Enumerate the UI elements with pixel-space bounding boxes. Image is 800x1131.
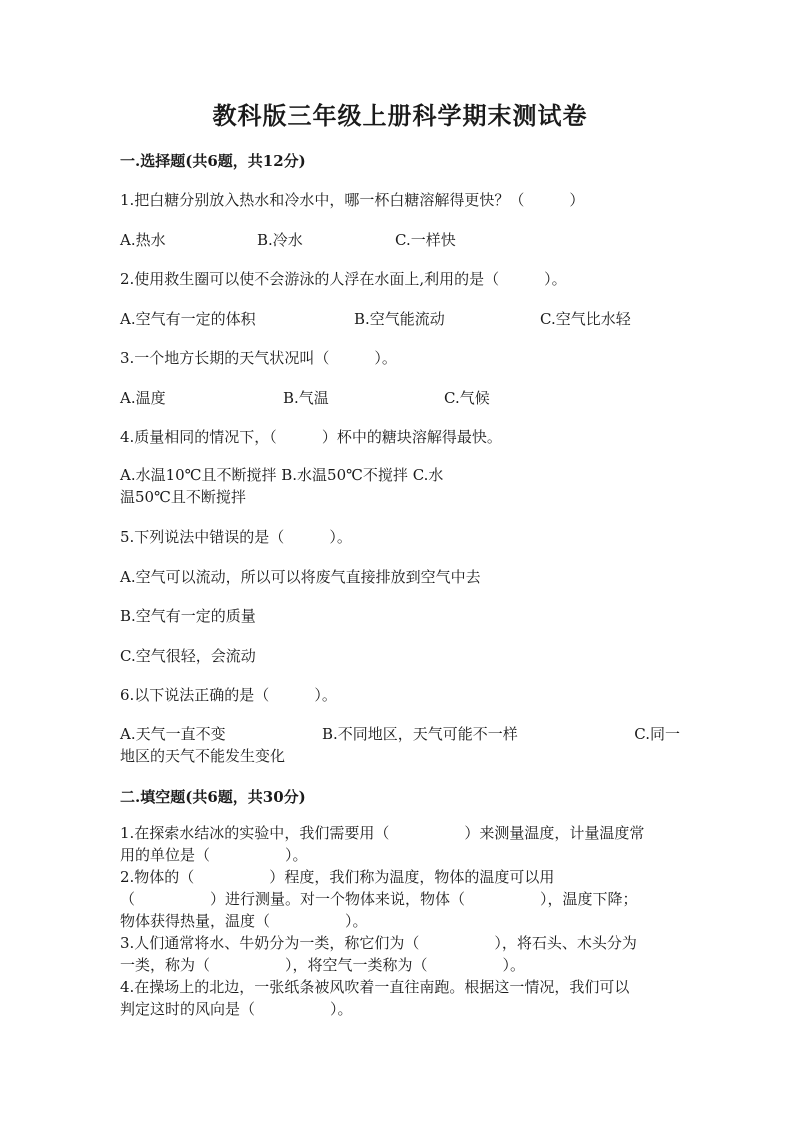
question-5-option-b: B.空气有一定的质量 bbox=[120, 607, 256, 625]
question-2-option-b: B.空气能流动 bbox=[354, 310, 445, 328]
fill-question-4 bbox=[120, 976, 680, 1020]
question-6-option-c: C.同一 bbox=[634, 725, 680, 743]
fill-question-3 bbox=[120, 932, 680, 976]
question-4-option-b: B.水温50℃不搅拌 bbox=[281, 466, 408, 484]
question-5-option-a: A.空气可以流动，所以可以将废气直接排放到空气中去 bbox=[120, 568, 481, 586]
question-2-option-a: A.空气有一定的体积 bbox=[120, 310, 256, 328]
question-6-option-b: B.不同地区，天气可能不一样 bbox=[322, 725, 518, 743]
question-4-option-a: A.水温10℃且不断搅拌 bbox=[120, 466, 277, 484]
question-3-stem: 3.一个地方长期的天气状况叫（ ）。 bbox=[120, 349, 397, 367]
fill-question-2-line-1: 2.物体的（ ）程度，我们称为温度，物体的温度可以用 bbox=[120, 868, 555, 886]
fill-question-1 bbox=[120, 822, 680, 866]
question-4-option-c-continued: 温50℃且不断搅拌 bbox=[120, 488, 246, 506]
question-1-stem: 1.把白糖分别放入热水和冷水中，哪一杯白糖溶解得更快？（ ） bbox=[120, 191, 585, 209]
question-6-option-a: A.天气一直不变 bbox=[120, 725, 226, 743]
question-1-option-c: C.一样快 bbox=[395, 231, 456, 249]
question-3-option-c: C.气候 bbox=[444, 389, 490, 407]
fill-question-3-line-1: 3.人们通常将水、牛奶分为一类，称它们为（ ），将石头、木头分为 bbox=[120, 934, 637, 952]
question-2-stem: 2.使用救生圈可以使不会游泳的人浮在水面上,利用的是（ ）。 bbox=[120, 270, 567, 288]
fill-question-3-line-2: 一类，称为（ ），将空气一类称为（ ）。 bbox=[120, 956, 526, 974]
question-2-option-c: C.空气比水轻 bbox=[540, 310, 631, 328]
fill-question-2 bbox=[120, 866, 680, 932]
question-6-stem: 6.以下说法正确的是（ ）。 bbox=[120, 686, 337, 704]
question-5-stem: 5.下列说法中错误的是（ ）。 bbox=[120, 528, 352, 546]
fill-question-4-line-2: 判定这时的风向是（ ）。 bbox=[120, 1000, 353, 1018]
question-3-option-a: A.温度 bbox=[120, 389, 166, 407]
question-5-option-c: C.空气很轻，会流动 bbox=[120, 647, 256, 665]
question-4-stem: 4.质量相同的情况下，（ ）杯中的糖块溶解得最快。 bbox=[120, 428, 502, 446]
fill-question-1-line-1: 1.在探索水结冰的实验中，我们需要用（ ）来测量温度，计量温度常 bbox=[120, 824, 645, 842]
question-4-option-c: C.水 bbox=[412, 466, 444, 484]
question-6-option-c-continued: 地区的天气不能发生变化 bbox=[120, 747, 286, 765]
fill-question-1-line-2: 用的单位是（ ）。 bbox=[120, 846, 308, 864]
question-1-option-b: B.冷水 bbox=[257, 231, 303, 249]
question-1-option-a: A.热水 bbox=[120, 231, 166, 249]
fill-question-2-line-2: （ ）进行测量。对一个物体来说，物体（ ），温度下降； bbox=[120, 890, 638, 908]
page-title: 教科版三年级上册科学期末测试卷 bbox=[212, 101, 588, 130]
question-4-options bbox=[120, 464, 680, 508]
section-heading-choice: 一.选择题(共6题，共12分) bbox=[120, 152, 306, 170]
question-3-option-b: B.气温 bbox=[283, 389, 329, 407]
fill-question-2-line-3: 物体获得热量，温度（ ）。 bbox=[120, 912, 368, 930]
question-6-options bbox=[120, 723, 680, 767]
fill-question-4-line-1: 4.在操场上的北边，一张纸条被风吹着一直往南跑。根据这一情况，我们可以 bbox=[120, 978, 630, 996]
section-heading-fill-blank: 二.填空题(共6题，共30分) bbox=[120, 788, 306, 806]
